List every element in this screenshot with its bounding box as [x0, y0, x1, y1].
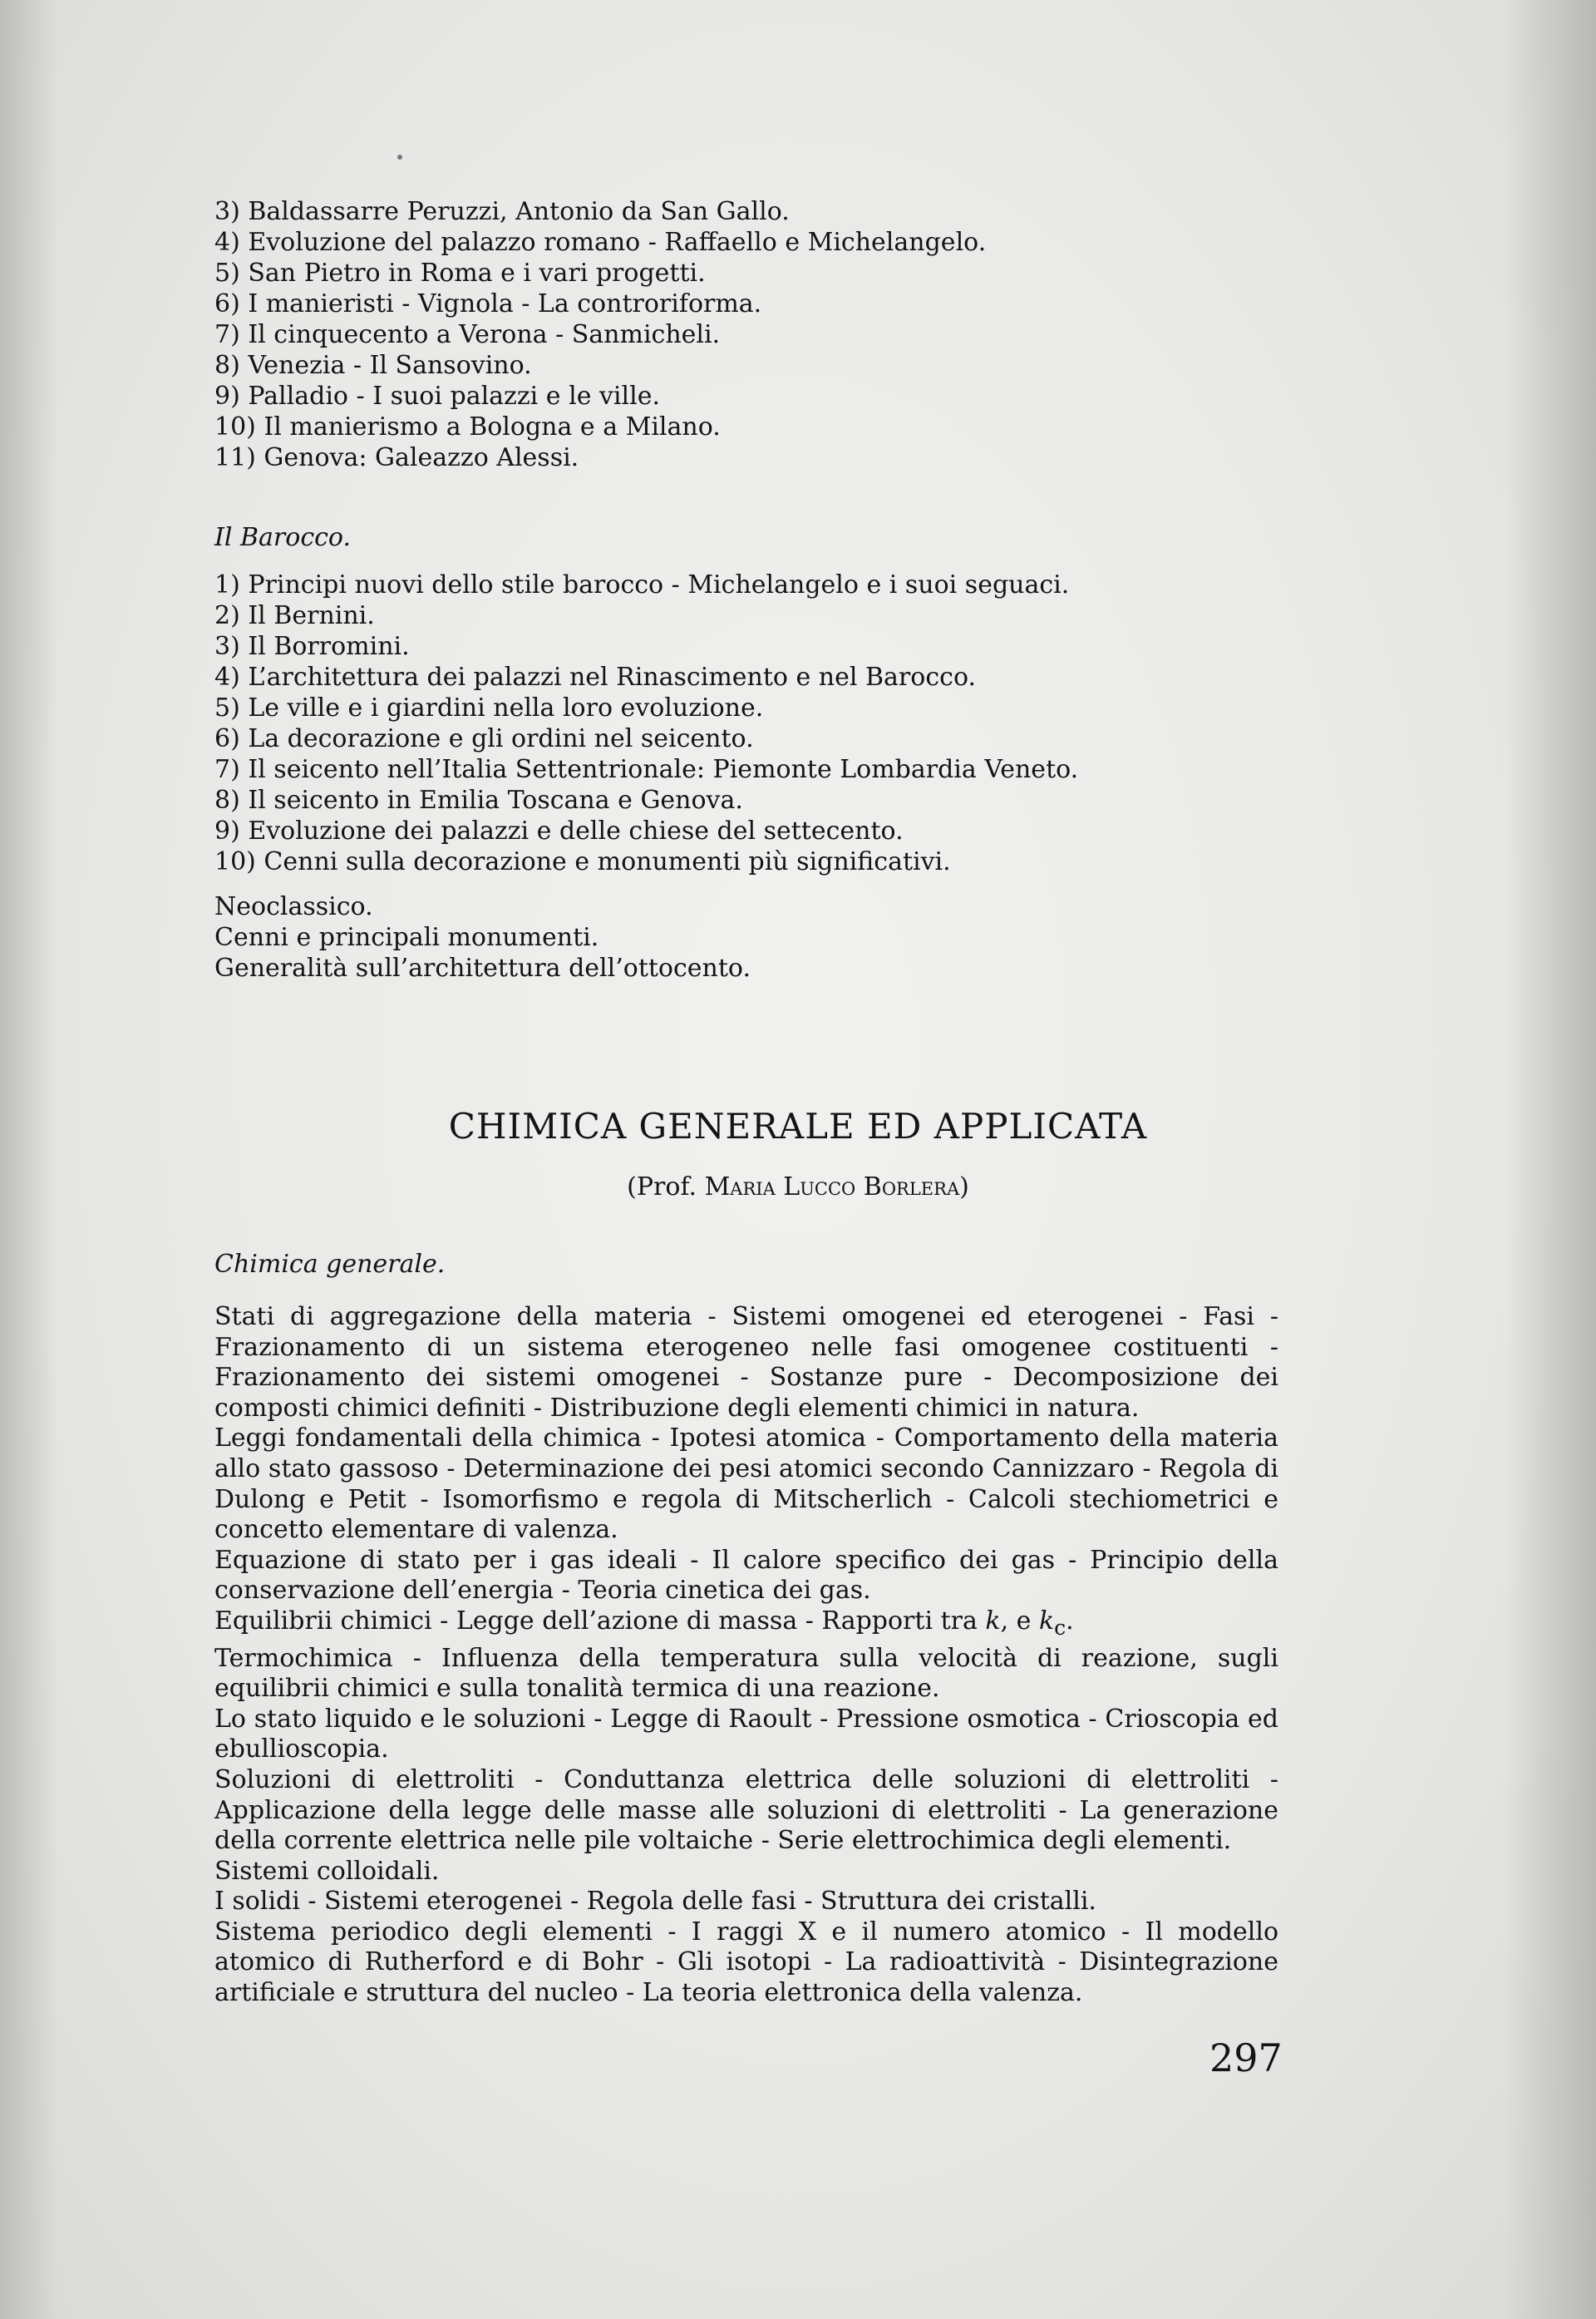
paper-speck [397, 155, 402, 160]
page-number: 297 [1209, 2035, 1283, 2080]
paragraph: Leggi fondamentali della chimica - Ipotesi atomica - Comportamento della materia allo stato gassoso - Determinazione dei pesi atomici secondo Cannizzaro - Regola di Dulong e Petit - Isomorfismo e regola di Mitscherlich - Calcoli stechiometrici e concetto elementare di valenza. [214, 1423, 1278, 1545]
list-item: 2) Il Bernini. [214, 601, 375, 630]
paragraph: Soluzioni di elettroliti - Conduttanza elettrica delle soluzioni di elettroliti - Applicazione della legge delle masse alle soluzioni di elettroliti - La generazione della corrente elettrica nelle pile voltaiche - Serie elettrochimica degli elementi. [214, 1764, 1278, 1856]
list-item: 9) Palladio - I suoi palazzi e le ville. [214, 382, 661, 411]
neoclassico-line: Cenni e principali monumenti. [214, 923, 599, 952]
chimica-generale-title: Chimica generale. [214, 1250, 446, 1279]
list-item: 6) I manieristi - Vignola - La controriforma. [214, 289, 762, 318]
barocco-list [214, 570, 1278, 877]
page-edge-shadow-left [0, 0, 58, 2319]
paragraph-text: , e [1000, 1606, 1039, 1636]
list-item: 8) Il seicento in Emilia Toscana e Genova. [214, 786, 743, 815]
list-item: 5) San Pietro in Roma e i vari progetti. [214, 259, 706, 288]
paragraph: Termochimica - Influenza della temperatura sulla velocità di reazione, sugli equilibrii chimici e sulla tonalità termica di una reazione. [214, 1643, 1278, 1704]
list-item: 3) Baldassarre Peruzzi, Antonio da San Gallo. [214, 197, 790, 226]
paragraph: Stati di aggregazione della materia - Sistemi omogenei ed eterogenei - Fasi - Frazionamento di un sistema eterogeneo nelle fasi omogenee costituenti - Frazionamento dei sistemi omogenei - Sostanze pure - Decomposizione dei composti chimici definiti - Distribuzione degli elementi chimici in natura. [214, 1302, 1278, 1423]
renaissance-list-block [214, 196, 1278, 473]
paragraph: I solidi - Sistemi eterogenei - Regola delle fasi - Struttura dei cristalli. [214, 1887, 1096, 1917]
neoclassico-line: Generalità sull’architettura dell’ottocento. [214, 954, 751, 983]
paragraph: Sistema periodico degli elementi - I raggi X e il numero atomico - Il modello atomico di Rutherford e di Bohr - Gli isotopi - La radioattività - Disintegrazione artificiale e struttura del nucleo - La teoria elettronica della valenza. [214, 1917, 1278, 2008]
paragraph: Sistemi colloidali. [214, 1856, 440, 1886]
paragraph: Lo stato liquido e le soluzioni - Legge di Raoult - Pressione osmotica - Crioscopia ed ebullioscopia. [214, 1704, 1278, 1764]
paragraph-text: Equilibrii chimici - Legge dell’azione di massa - Rapporti tra [214, 1606, 986, 1636]
professor-prefix: (Prof. [627, 1172, 705, 1201]
neoclassico-title: Neoclassico. [214, 892, 373, 921]
professor-name: Maria Lucco Borlera [704, 1172, 960, 1201]
paragraph: Equazione di stato per i gas ideali - Il calore specifico dei gas - Principio della conservazione dell’energia - Teoria cinetica dei gas. [214, 1545, 1278, 1606]
list-item: 11) Genova: Galeazzo Alessi. [214, 443, 579, 472]
symbol-k: k [985, 1606, 1001, 1636]
list-item: 10) Il manierismo a Bologna e a Milano. [214, 412, 721, 442]
subscript-c: c [1054, 1615, 1066, 1640]
list-item: 4) Evoluzione del palazzo romano - Raffaello e Michelangelo. [214, 228, 987, 257]
professor-line [0, 1172, 1596, 1201]
barocco-title: Il Barocco. [214, 523, 351, 552]
course-body [214, 1302, 1278, 2009]
list-item: 6) La decorazione e gli ordini nel seicento. [214, 724, 754, 753]
list-item: 5) Le ville e i giardini nella loro evoluzione. [214, 693, 764, 723]
paragraph-equilibrii [214, 1606, 1278, 1644]
course-heading: CHIMICA GENERALE ED APPLICATA [448, 1106, 1148, 1147]
list-item: 9) Evoluzione dei palazzi e delle chiese del settecento. [214, 817, 904, 846]
symbol-kc: k [1038, 1606, 1055, 1636]
list-item: 7) Il cinquecento a Verona - Sanmicheli. [214, 320, 721, 349]
barocco-section [214, 522, 1278, 877]
renaissance-list [214, 196, 1278, 473]
list-item: 8) Venezia - Il Sansovino. [214, 351, 532, 380]
page-edge-shadow-right [1505, 0, 1596, 2319]
list-item: 1) Principi nuovi dello stile barocco - Michelangelo e i suoi seguaci. [214, 570, 1070, 599]
list-item: 7) Il seicento nell’Italia Settentrionale: Piemonte Lombardia Veneto. [214, 755, 1079, 784]
professor-suffix: ) [959, 1172, 969, 1201]
list-item: 4) L’architettura dei palazzi nel Rinascimento e nel Barocco. [214, 663, 977, 692]
list-item: 10) Cenni sulla decorazione e monumenti più significativi. [214, 847, 951, 876]
paragraph-end: . [1066, 1606, 1074, 1636]
list-item: 3) Il Borromini. [214, 632, 410, 661]
neoclassico-section [214, 891, 1278, 984]
